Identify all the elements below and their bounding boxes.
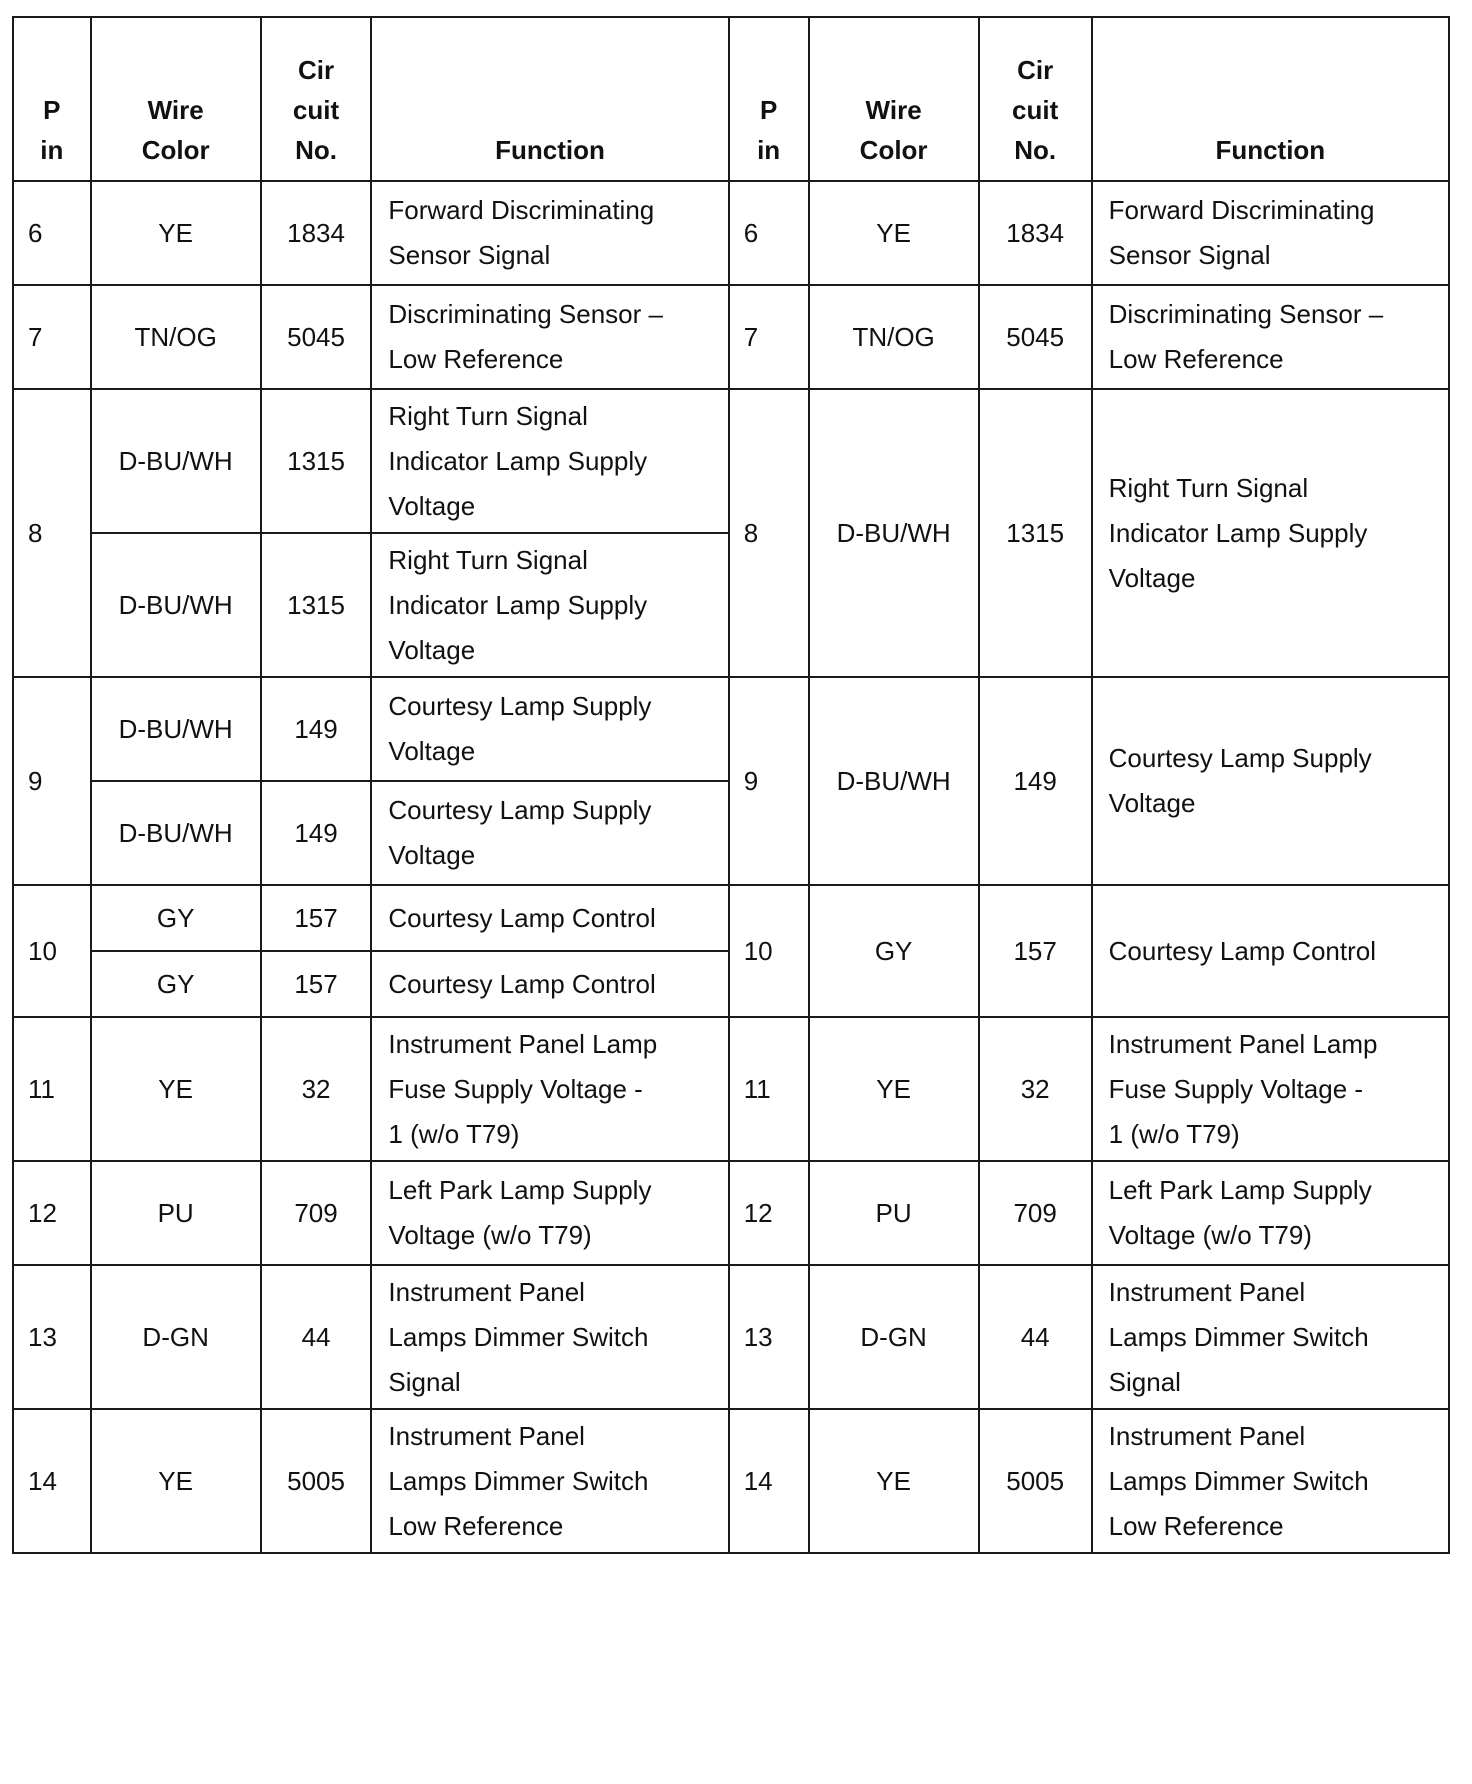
function-line: Sensor Signal: [1108, 240, 1271, 270]
function-line: Low Reference: [388, 1510, 564, 1541]
circuit-cell: 157: [979, 885, 1092, 1017]
connector-pinout-table: [12, 16, 1450, 1554]
pin-cell: 7: [13, 285, 91, 389]
pin-cell: 11: [13, 1017, 91, 1161]
pin-cell: 14: [13, 1409, 91, 1553]
function-line: Lamps Dimmer Switch: [388, 1321, 649, 1352]
function-line: Signal: [1108, 1366, 1181, 1397]
circuit-cell: 32: [261, 1017, 372, 1161]
table-row: [13, 1161, 1449, 1265]
circuit-cell: 32: [979, 1017, 1092, 1161]
pin-cell: 8: [13, 389, 91, 677]
function-line: Low Reference: [1108, 1510, 1284, 1541]
function-line: Right Turn Signal: [1108, 472, 1309, 503]
function-line: Left Park Lamp Supply: [1108, 1175, 1372, 1205]
wire-color-cell: PU: [809, 1161, 979, 1265]
function-line: Instrument Panel: [388, 1420, 585, 1451]
function-line: Voltage: [388, 634, 476, 665]
circuit-cell: 1834: [979, 181, 1092, 285]
function-line: Right Turn Signal: [388, 400, 588, 431]
header-wire-color: Wire Color: [91, 17, 261, 181]
function-line: Instrument Panel: [388, 1276, 585, 1307]
pin-cell: 11: [729, 1017, 809, 1161]
function-line: Fuse Supply Voltage -: [1108, 1073, 1364, 1104]
function-line: Voltage (w/o T79): [1108, 1220, 1312, 1250]
header-circuit-no: Cir cuit No.: [261, 17, 372, 181]
function-cell: [1092, 1161, 1449, 1265]
function-cell: [371, 781, 728, 885]
function-line: Low Reference: [1108, 344, 1284, 374]
function-cell: [371, 951, 728, 1017]
pin-cell: 6: [729, 181, 809, 285]
wire-color-cell: D-BU/WH: [91, 781, 261, 885]
function-line: 1 (w/o T79): [1108, 1118, 1240, 1149]
function-line: Right Turn Signal: [388, 544, 588, 575]
circuit-cell: 709: [261, 1161, 372, 1265]
wire-color-cell: YE: [809, 181, 979, 285]
function-cell: [371, 285, 728, 389]
wire-color-cell: D-BU/WH: [91, 389, 261, 533]
function-line: Courtesy Lamp Supply: [388, 795, 652, 825]
circuit-cell: 5005: [261, 1409, 372, 1553]
circuit-cell: 1315: [261, 389, 372, 533]
function-line: Voltage: [388, 736, 476, 766]
function-line: Lamps Dimmer Switch: [388, 1465, 649, 1496]
function-line: Sensor Signal: [388, 240, 551, 270]
circuit-cell: 157: [261, 951, 372, 1017]
circuit-cell: 1834: [261, 181, 372, 285]
pin-cell: 7: [729, 285, 809, 389]
function-cell: [371, 885, 728, 951]
function-cell: [1092, 181, 1449, 285]
function-line: Voltage: [1108, 562, 1196, 593]
function-line: Instrument Panel: [1108, 1276, 1306, 1307]
pin-cell: 14: [729, 1409, 809, 1553]
function-line: Instrument Panel: [1108, 1420, 1306, 1451]
function-line: Courtesy Lamp Control: [1108, 935, 1376, 966]
function-cell: [1092, 1017, 1449, 1161]
circuit-cell: 149: [261, 677, 372, 781]
function-line: Forward Discriminating: [1108, 195, 1375, 225]
function-line: Indicator Lamp Supply: [388, 445, 648, 476]
wire-color-cell: D-GN: [91, 1265, 261, 1409]
circuit-cell: 5045: [261, 285, 372, 389]
function-line: Voltage (w/o T79): [388, 1220, 592, 1250]
header-row: [13, 17, 1449, 181]
table-row: [13, 181, 1449, 285]
header-pin: P in: [13, 17, 91, 181]
wire-color-cell: TN/OG: [91, 285, 261, 389]
table-row: [13, 1409, 1449, 1553]
pin-cell: 9: [729, 677, 809, 885]
function-cell: [371, 389, 728, 533]
wire-color-cell: GY: [91, 951, 261, 1017]
function-line: Courtesy Lamp Supply: [1108, 743, 1372, 773]
header-pin: P in: [729, 17, 809, 181]
header-function: Function: [371, 17, 728, 181]
function-line: Discriminating Sensor –: [388, 299, 663, 329]
wire-color-cell: YE: [91, 181, 261, 285]
pin-cell: 12: [13, 1161, 91, 1265]
circuit-cell: 5045: [979, 285, 1092, 389]
function-cell: [371, 1017, 728, 1161]
function-cell: [1092, 389, 1449, 677]
wire-color-cell: D-BU/WH: [809, 389, 979, 677]
function-line: Lamps Dimmer Switch: [1108, 1465, 1369, 1496]
table-row: [13, 677, 1449, 781]
function-line: Voltage: [1108, 788, 1196, 818]
table-body: [13, 181, 1449, 1553]
wire-color-cell: TN/OG: [809, 285, 979, 389]
function-line: Voltage: [388, 490, 476, 521]
function-cell: [1092, 1409, 1449, 1553]
circuit-cell: 44: [979, 1265, 1092, 1409]
table-row: [13, 885, 1449, 951]
function-line: Courtesy Lamp Control: [388, 968, 656, 999]
function-line: Instrument Panel Lamp: [388, 1028, 658, 1059]
circuit-cell: 149: [261, 781, 372, 885]
function-line: Voltage: [388, 840, 476, 870]
wire-color-cell: YE: [809, 1017, 979, 1161]
circuit-cell: 1315: [979, 389, 1092, 677]
table-row: [13, 1017, 1449, 1161]
circuit-cell: 149: [979, 677, 1092, 885]
function-cell: [371, 677, 728, 781]
function-cell: [371, 1265, 728, 1409]
wire-color-cell: GY: [809, 885, 979, 1017]
function-cell: [371, 181, 728, 285]
pin-cell: 8: [729, 389, 809, 677]
function-cell: [1092, 677, 1449, 885]
table-row: [13, 389, 1449, 533]
pin-cell: 10: [729, 885, 809, 1017]
function-line: Left Park Lamp Supply: [388, 1175, 652, 1205]
header-function: Function: [1092, 17, 1449, 181]
header-wire-color: Wire Color: [809, 17, 979, 181]
pin-cell: 13: [13, 1265, 91, 1409]
function-line: Forward Discriminating: [388, 195, 655, 225]
wire-color-cell: GY: [91, 885, 261, 951]
function-line: Courtesy Lamp Control: [388, 902, 656, 933]
function-line: 1 (w/o T79): [388, 1118, 520, 1149]
wire-color-cell: YE: [809, 1409, 979, 1553]
table-row: [13, 285, 1449, 389]
function-line: Discriminating Sensor –: [1108, 299, 1384, 329]
function-cell: [1092, 1265, 1449, 1409]
wire-color-cell: D-BU/WH: [91, 533, 261, 677]
wire-color-cell: D-GN: [809, 1265, 979, 1409]
circuit-cell: 709: [979, 1161, 1092, 1265]
function-cell: [371, 1161, 728, 1265]
function-line: Indicator Lamp Supply: [1108, 517, 1368, 548]
function-line: Courtesy Lamp Supply: [388, 691, 652, 721]
wire-color-cell: PU: [91, 1161, 261, 1265]
function-line: Low Reference: [388, 344, 564, 374]
function-cell: [371, 1409, 728, 1553]
wire-color-cell: D-BU/WH: [91, 677, 261, 781]
wire-color-cell: YE: [91, 1017, 261, 1161]
circuit-cell: 44: [261, 1265, 372, 1409]
function-cell: [1092, 885, 1449, 1017]
function-line: Signal: [388, 1366, 461, 1397]
function-line: Instrument Panel Lamp: [1108, 1028, 1378, 1059]
circuit-cell: 5005: [979, 1409, 1092, 1553]
pin-cell: 12: [729, 1161, 809, 1265]
pin-cell: 6: [13, 181, 91, 285]
function-line: Lamps Dimmer Switch: [1108, 1321, 1369, 1352]
function-cell: [371, 533, 728, 677]
pin-cell: 13: [729, 1265, 809, 1409]
function-cell: [1092, 285, 1449, 389]
header-circuit-no: Cir cuit No.: [979, 17, 1092, 181]
function-line: Indicator Lamp Supply: [388, 589, 648, 620]
circuit-cell: 157: [261, 885, 372, 951]
wire-color-cell: YE: [91, 1409, 261, 1553]
table-row: [13, 1265, 1449, 1409]
pin-cell: 9: [13, 677, 91, 885]
circuit-cell: 1315: [261, 533, 372, 677]
pin-cell: 10: [13, 885, 91, 1017]
function-line: Fuse Supply Voltage -: [388, 1073, 643, 1104]
wire-color-cell: D-BU/WH: [809, 677, 979, 885]
